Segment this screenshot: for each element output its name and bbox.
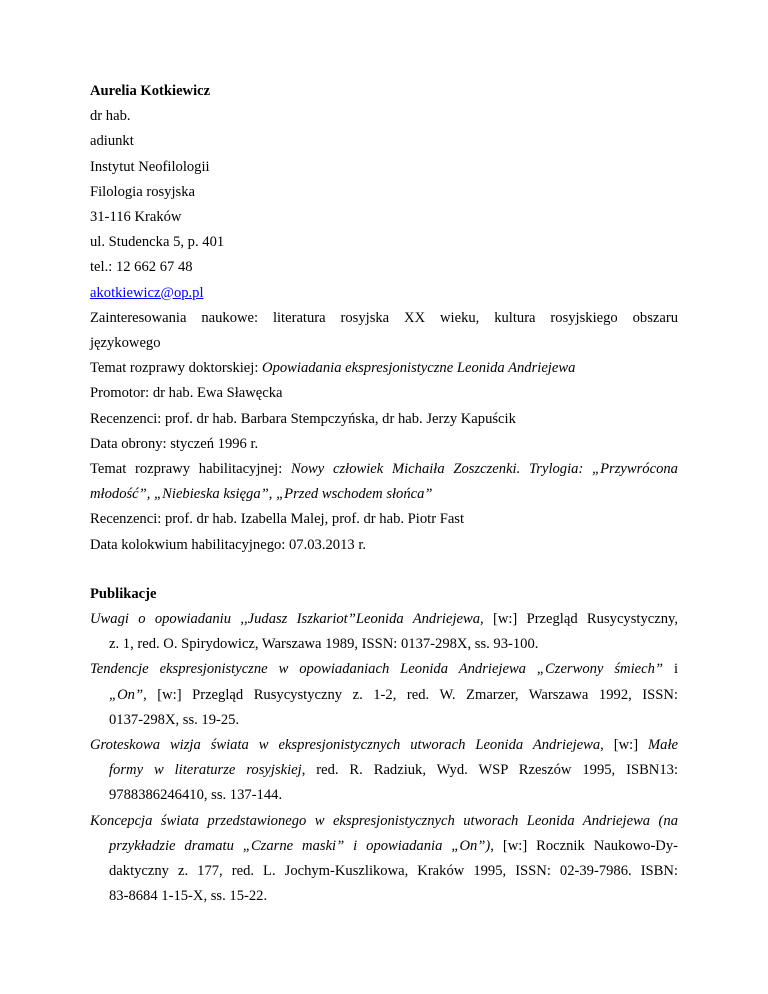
habilitation-topic-label: Temat rozprawy habilitacyjnej:	[90, 461, 292, 478]
research-interests-cont: językowego	[90, 335, 161, 352]
publication-item: Groteskowa wizja świata w ekspresjonistycznych utworach Leonida Andriejewa, [w:] Małe formy w literaturze rosyjskiej, red. R. Radziuk, Wyd. WSP Rzeszów 1995, ISBN13: 9788386246410, ss. 137-144.	[90, 737, 679, 804]
email-link[interactable]: akotkiewicz@op.pl	[90, 284, 204, 301]
postal-city: 31-116 Kraków	[90, 209, 182, 226]
habilitation-topic-title-cont: młodość”, „Niebieska księga”, „Przed wschodem słońca”	[90, 486, 433, 503]
phd-topic-label: Temat rozprawy doktorskiej:	[90, 360, 263, 377]
position: adiunkt	[90, 133, 134, 150]
publication-item: Koncepcja świata przedstawionego w ekspresjonistycznych utworach Leonida Andriejewa (na przykładzie dramatu „Czarne maski” i opowiadania „On”), [w:] Rocznik Naukowo-Dy- daktyczny z. 177, red. L. Jochym-Kuszlikowa, Kraków 1995, ISSN: 02-39-7986. ISBN: 83-8684 1-15-X, ss. 15-22.	[90, 812, 679, 905]
publication-item: Tendencje ekspresjonistyczne w opowiadaniach Leonida Andriejewa „Czerwony śmiech” i „On”, [w:] Przegląd Rusycystyczny z. 1-2, red. W. Zmarzer, Warszawa 1992, ISSN: 0137-298X, ss. 19-25.	[90, 661, 678, 728]
phone: tel.: 12 662 67 48	[90, 259, 193, 276]
department: Filologia rosyjska	[90, 183, 195, 200]
author-name: Aurelia Kotkiewicz	[90, 83, 211, 99]
academic-degree: dr hab.	[90, 108, 131, 125]
publication-item: Uwagi o opowiadaniu ,,Judasz Iszkariot”Leonida Andriejewa, [w:] Przegląd Rusycystyczny, z. 1, red. O. Spirydowicz, Warszawa 1989, ISSN: 0137-298X, ss. 93-100.	[90, 611, 678, 653]
street-address: ul. Studencka 5, p. 401	[90, 234, 225, 251]
habilitation-reviewers: Recenzenci: prof. dr hab. Izabella Malej, prof. dr hab. Piotr Fast	[90, 511, 465, 528]
publications-heading: Publikacje	[90, 585, 157, 602]
phd-reviewers: Recenzenci: prof. dr hab. Barbara Stempczyńska, dr hab. Jerzy Kapuścik	[90, 410, 516, 427]
research-interests: Zainteresowania naukowe: literatura rosyjska XX wieku, kultura rosyjskiego obszaru	[90, 309, 678, 326]
phd-topic-title: Opowiadania ekspresjonistyczne Leonida Andriejewa	[262, 360, 576, 377]
promoter: Promotor: dr hab. Ewa Sławęcka	[90, 385, 283, 402]
habilitation-colloquium-date: Data kolokwium habilitacyjnego: 07.03.2013 r.	[90, 536, 367, 553]
phd-topic	[90, 356, 678, 381]
habilitation-topic	[90, 457, 678, 482]
habilitation-topic-title: Nowy człowiek Michaiła Zoszczenki. Trylogia: „Przywrócona	[291, 461, 678, 478]
document-page	[90, 79, 678, 910]
institute: Instytut Neofilologii	[90, 158, 210, 175]
defense-date: Data obrony: styczeń 1996 r.	[90, 435, 259, 452]
